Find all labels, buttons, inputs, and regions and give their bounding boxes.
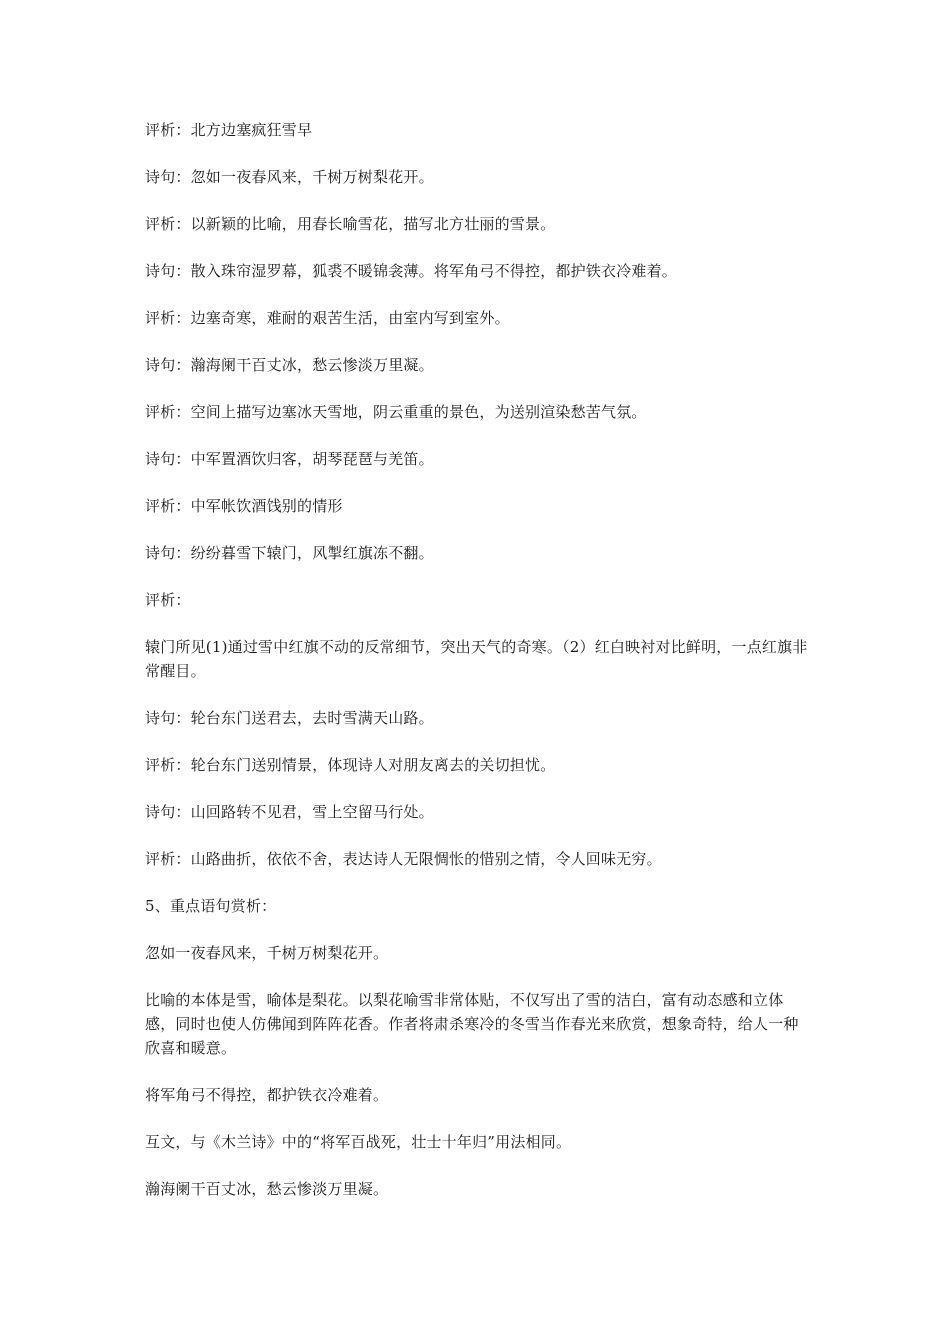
key-sentence-paragraph: 忽如一夜春风来，千树万树梨花开。	[145, 944, 389, 962]
commentary-paragraph: 评析：轮台东门送别情景，体现诗人对朋友离去的关切担忧。	[145, 756, 556, 774]
commentary-paragraph: 评析：中军帐饮酒饯别的情形	[145, 497, 343, 515]
poem-line-paragraph: 诗句：纷纷暮雪下辕门，风掣红旗冻不翻。	[145, 544, 434, 562]
poem-line-paragraph: 诗句：轮台东门送君去，去时雪满天山路。	[145, 709, 434, 727]
commentary-detail-paragraph: 辕门所见(1)通过雪中红旗不动的反常细节，突出天气的奇寒。（2）红白映衬对比鲜明，一点红旗非常醒目。	[145, 638, 808, 680]
key-sentence-paragraph: 将军角弓不得控，都护铁衣冷难着。	[145, 1086, 389, 1104]
key-sentence-paragraph: 瀚海阑干百丈冰，愁云惨淡万里凝。	[145, 1180, 389, 1198]
commentary-paragraph: 评析：边塞奇寒，难耐的艰苦生活，由室内写到室外。	[145, 309, 510, 327]
poem-line-paragraph: 诗句：中军置酒饮归客，胡琴琵琶与羌笛。	[145, 450, 434, 468]
commentary-paragraph: 评析：以新颖的比喻，用春长喻雪花，描写北方壮丽的雪景。	[145, 215, 556, 233]
poem-line-paragraph: 诗句：散入珠帘湿罗幕，狐裘不暖锦衾薄。将军角弓不得控，都护铁衣冷难着。	[145, 262, 678, 280]
poem-line-paragraph: 诗句：忽如一夜春风来，千树万树梨花开。	[145, 168, 434, 186]
commentary-paragraph: 评析：	[145, 591, 191, 609]
commentary-paragraph: 评析：山路曲折，依依不舍，表达诗人无限惆怅的惜别之情，令人回味无穷。	[145, 850, 662, 868]
analysis-paragraph: 比喻的本体是雪，喻体是梨花。以梨花喻雪非常体贴，不仅写出了雪的洁白，富有动态感和立体感，同时也使人仿佛闻到阵阵花香。作者将肃杀寒冷的冬雪当作春光来欣赏，想象奇特，给人一种欣喜和暖意。	[145, 991, 799, 1057]
document-body	[145, 118, 810, 1224]
commentary-paragraph: 评析：空间上描写边塞冰天雪地，阴云重重的景色，为送别渲染愁苦气氛。	[145, 403, 647, 421]
section-heading: 5、重点语句赏析：	[145, 897, 277, 915]
poem-line-paragraph: 诗句：瀚海阑干百丈冰，愁云惨淡万里凝。	[145, 356, 434, 374]
commentary-paragraph: 评析：北方边塞疯狂雪早	[145, 121, 313, 139]
poem-line-paragraph: 诗句：山回路转不见君，雪上空留马行处。	[145, 803, 434, 821]
analysis-paragraph: 互文，与《木兰诗》中的“将军百战死，壮士十年归”用法相同。	[145, 1133, 572, 1151]
